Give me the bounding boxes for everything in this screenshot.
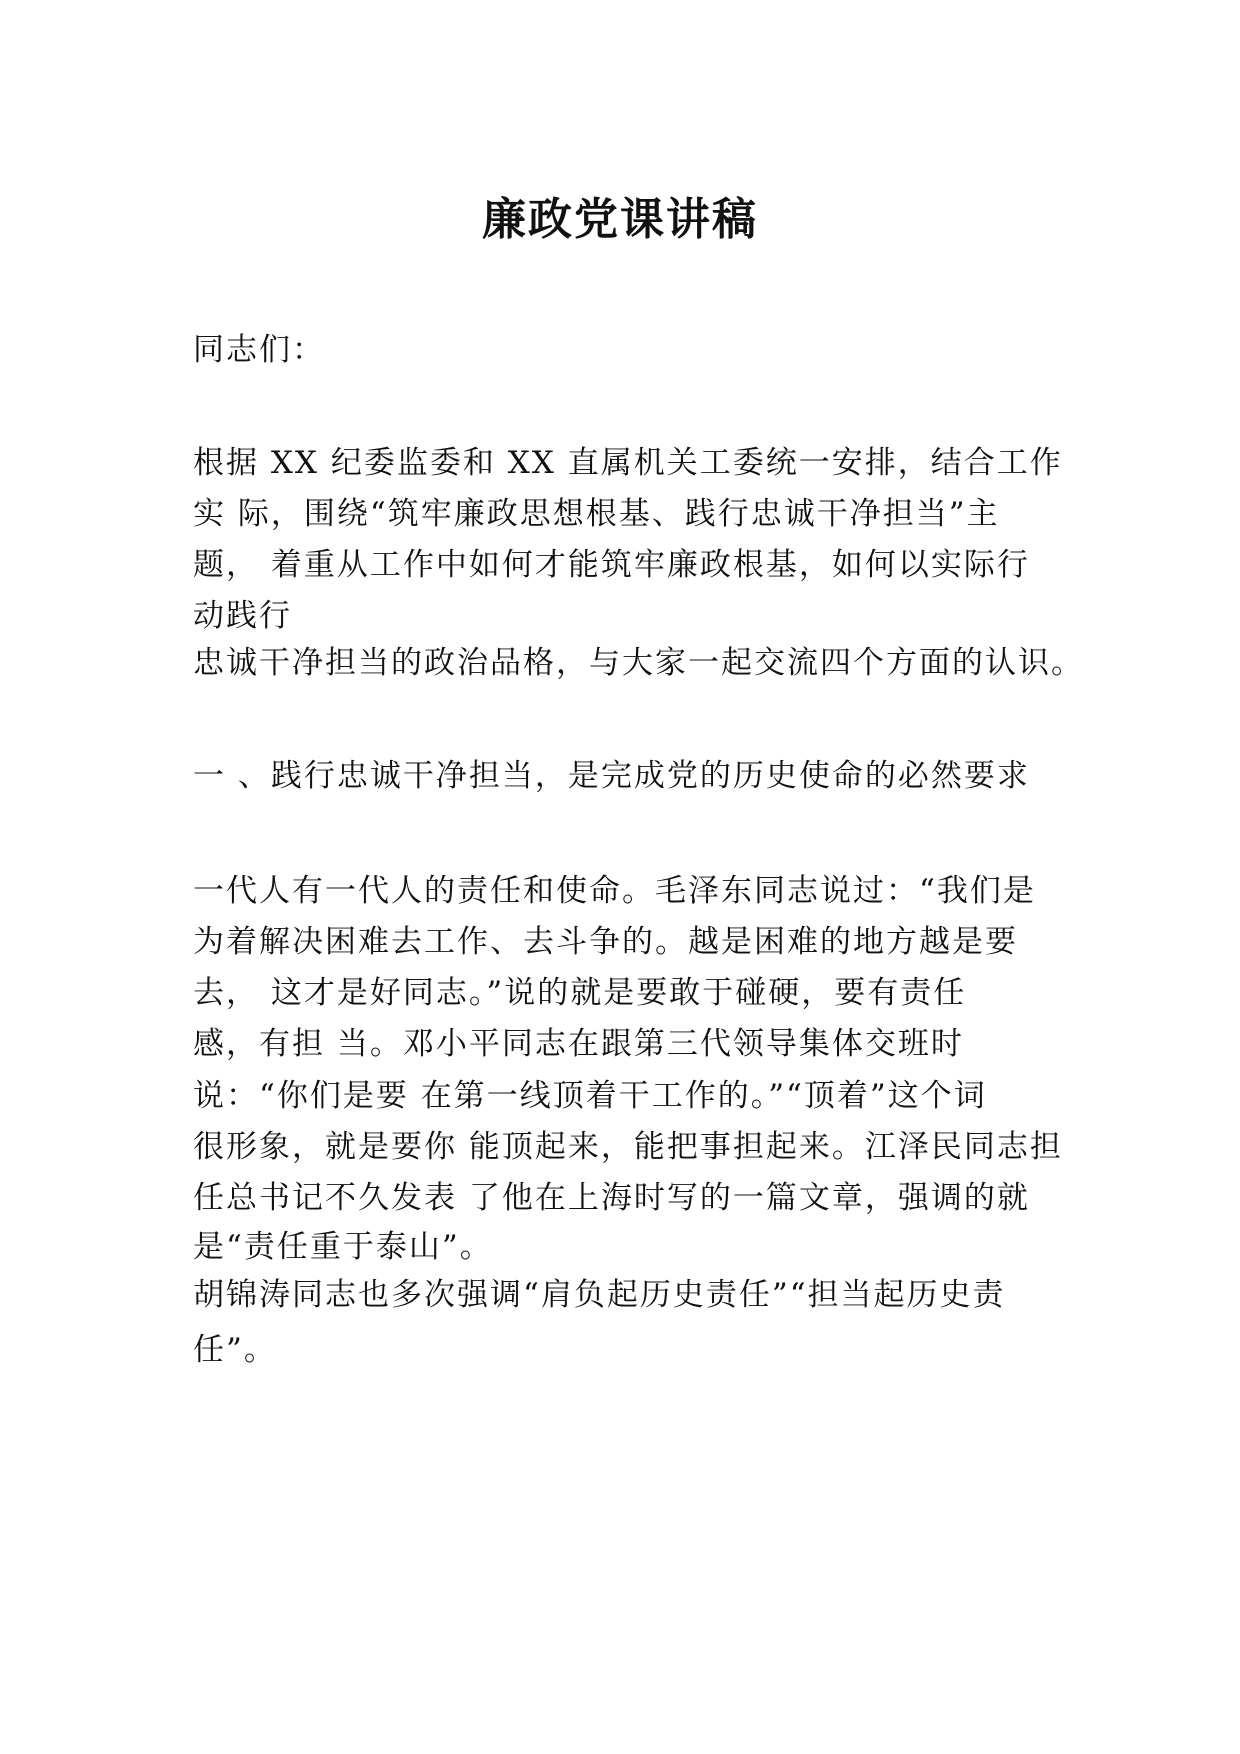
intro-line: 实 际，围绕“筑牢廉政思想根基、践行忠诚干净担当”主 — [193, 496, 1000, 532]
body-line: 胡锦涛同志也多次强调“肩负起历史责任”“担当起历史责 — [193, 1277, 1006, 1313]
section-heading: 一 、践行忠诚干净担当，是完成党的历史使命的必然要求 — [193, 758, 1030, 794]
body-line: 说：“你们是要 在第一线顶着干工作的。”“顶着”这个词 — [193, 1078, 987, 1114]
intro-line: 根据 XX 纪委监委和 XX 直属机关工委统一安排，结合工作 — [193, 445, 1063, 481]
salutation: 同志们： — [193, 332, 325, 368]
body-line: 去， 这才是好同志。”说的就是要敢于碰硬，要有责任 — [193, 975, 967, 1011]
intro-line: 题， 着重从工作中如何才能筑牢廉政根基，如何以实际行 — [193, 547, 1030, 583]
intro-line: 忠诚干净担当的政治品格，与大家一起交流四个方面的认识。 — [193, 645, 1084, 681]
body-line: 为着解决困难去工作、去斗争的。越是困难的地方越是要 — [193, 924, 1018, 960]
intro-line: 动践行 — [193, 598, 292, 634]
body-line: 感，有担 当。邓小平同志在跟第三代领导集体交班时 — [193, 1026, 964, 1062]
body-line: 任总书记不久发表 了他在上海时写的一篇文章，强调的就 — [193, 1180, 1030, 1216]
body-line: 任”。 — [193, 1332, 277, 1368]
body-line: 很形象，就是要你 能顶起来，能把事担起来。江泽民同志担 — [193, 1129, 1063, 1165]
body-line: 一代人有一代人的责任和使命。毛泽东同志说过：“我们是 — [193, 873, 1036, 909]
body-line: 是“责任重于泰山”。 — [193, 1229, 493, 1265]
document-title: 廉政党课讲稿 — [482, 194, 758, 245]
